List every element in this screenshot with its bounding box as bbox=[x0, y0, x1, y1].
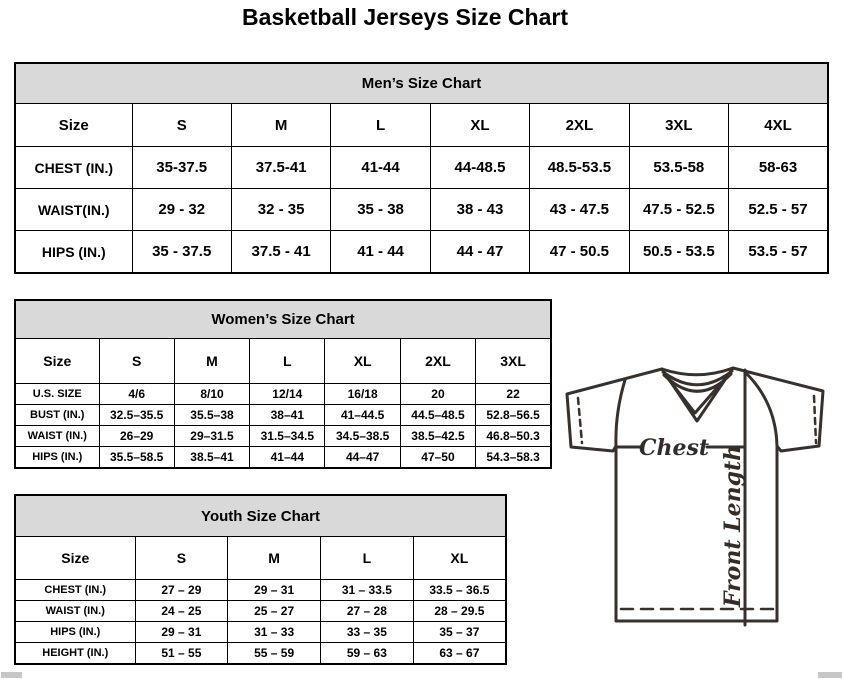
column-header: XL bbox=[325, 339, 400, 384]
column-header: 4XL bbox=[729, 104, 828, 147]
column-header: Size bbox=[15, 537, 135, 580]
size-value: 32.5–35.5 bbox=[99, 405, 174, 426]
size-value: 47–50 bbox=[400, 447, 475, 469]
size-value: 59 – 63 bbox=[321, 643, 414, 665]
jersey-measurement-diagram bbox=[555, 358, 843, 660]
table-row bbox=[15, 147, 828, 189]
size-value: 31 – 33 bbox=[228, 622, 321, 643]
size-value: 35 - 38 bbox=[331, 189, 430, 231]
size-value: 22 bbox=[476, 384, 551, 405]
size-value: 43 - 47.5 bbox=[530, 189, 629, 231]
size-value: 35 - 37.5 bbox=[132, 231, 231, 274]
row-label: HIPS (IN.) bbox=[15, 231, 132, 274]
size-value: 54.3–58.3 bbox=[476, 447, 551, 469]
size-value: 35 – 37 bbox=[413, 622, 506, 643]
size-value: 20 bbox=[400, 384, 475, 405]
size-value: 4/6 bbox=[99, 384, 174, 405]
row-label: CHEST (IN.) bbox=[15, 147, 132, 189]
column-header: XL bbox=[430, 104, 529, 147]
size-value: 38.5–42.5 bbox=[400, 426, 475, 447]
size-value: 31.5–34.5 bbox=[250, 426, 325, 447]
table-row bbox=[15, 622, 506, 643]
table-row bbox=[15, 601, 506, 622]
table-row bbox=[15, 426, 551, 447]
column-header: M bbox=[231, 104, 330, 147]
size-value: 52.8–56.5 bbox=[476, 405, 551, 426]
table-row bbox=[15, 447, 551, 469]
womens-size-chart-table bbox=[14, 299, 552, 469]
size-value: 53.5-58 bbox=[629, 147, 728, 189]
size-value: 44.5–48.5 bbox=[400, 405, 475, 426]
size-value: 26–29 bbox=[99, 426, 174, 447]
column-header: S bbox=[132, 104, 231, 147]
size-value: 44 - 47 bbox=[430, 231, 529, 274]
size-value: 53.5 - 57 bbox=[729, 231, 828, 274]
size-value: 29 – 31 bbox=[135, 622, 228, 643]
size-value: 37.5-41 bbox=[231, 147, 330, 189]
size-value: 44–47 bbox=[325, 447, 400, 469]
scrollbar-fragment-left[interactable] bbox=[1, 672, 22, 678]
size-value: 29–31.5 bbox=[174, 426, 249, 447]
size-value: 47.5 - 52.5 bbox=[629, 189, 728, 231]
table-title: Women’s Size Chart bbox=[15, 300, 551, 339]
size-value: 27 – 29 bbox=[135, 580, 228, 601]
column-header: 3XL bbox=[629, 104, 728, 147]
size-value: 8/10 bbox=[174, 384, 249, 405]
column-header: S bbox=[99, 339, 174, 384]
youth-size-chart-table bbox=[14, 494, 507, 665]
size-value: 38–41 bbox=[250, 405, 325, 426]
size-value: 27 – 28 bbox=[321, 601, 414, 622]
column-header: Size bbox=[15, 339, 99, 384]
table-row bbox=[15, 580, 506, 601]
table-title: Youth Size Chart bbox=[15, 495, 506, 537]
size-value: 63 – 67 bbox=[413, 643, 506, 665]
chest-label: Chest bbox=[638, 435, 710, 461]
jersey-outline bbox=[567, 368, 823, 621]
size-value: 33 – 35 bbox=[321, 622, 414, 643]
size-value: 32 - 35 bbox=[231, 189, 330, 231]
size-value: 41-44 bbox=[331, 147, 430, 189]
size-value: 29 - 32 bbox=[132, 189, 231, 231]
size-value: 38.5–41 bbox=[174, 447, 249, 469]
column-header: S bbox=[135, 537, 228, 580]
table-row bbox=[15, 643, 506, 665]
page-title: Basketball Jerseys Size Chart bbox=[241, 4, 568, 30]
size-value: 35-37.5 bbox=[132, 147, 231, 189]
size-value: 28 – 29.5 bbox=[413, 601, 506, 622]
size-value: 41–44.5 bbox=[325, 405, 400, 426]
size-value: 50.5 - 53.5 bbox=[629, 231, 728, 274]
size-value: 31 – 33.5 bbox=[321, 580, 414, 601]
size-value: 35.5–58.5 bbox=[99, 447, 174, 469]
size-value: 41 - 44 bbox=[331, 231, 430, 274]
table-row bbox=[15, 384, 551, 405]
column-header: 2XL bbox=[530, 104, 629, 147]
column-header: M bbox=[228, 537, 321, 580]
size-value: 34.5–38.5 bbox=[325, 426, 400, 447]
size-value: 46.8–50.3 bbox=[476, 426, 551, 447]
column-header: XL bbox=[413, 537, 506, 580]
size-value: 16/18 bbox=[325, 384, 400, 405]
column-header: M bbox=[174, 339, 249, 384]
column-header: L bbox=[250, 339, 325, 384]
table-title: Men’s Size Chart bbox=[15, 63, 828, 104]
size-value: 12/14 bbox=[250, 384, 325, 405]
row-label: HEIGHT (IN.) bbox=[15, 643, 135, 665]
size-value: 33.5 – 36.5 bbox=[413, 580, 506, 601]
row-label: HIPS (IN.) bbox=[15, 622, 135, 643]
scrollbar-fragment-right[interactable] bbox=[818, 672, 842, 678]
size-value: 58-63 bbox=[729, 147, 828, 189]
size-value: 47 - 50.5 bbox=[530, 231, 629, 274]
size-value: 24 – 25 bbox=[135, 601, 228, 622]
column-header: L bbox=[321, 537, 414, 580]
table-row bbox=[15, 405, 551, 426]
size-value: 51 – 55 bbox=[135, 643, 228, 665]
column-header: Size bbox=[15, 104, 132, 147]
jersey-diagram-svg bbox=[555, 358, 843, 660]
size-value: 41–44 bbox=[250, 447, 325, 469]
column-header: 2XL bbox=[400, 339, 475, 384]
column-header: 3XL bbox=[476, 339, 551, 384]
row-label: U.S. SIZE bbox=[15, 384, 99, 405]
size-value: 29 – 31 bbox=[228, 580, 321, 601]
row-label: BUST (IN.) bbox=[15, 405, 99, 426]
row-label: CHEST (IN.) bbox=[15, 580, 135, 601]
size-value: 48.5-53.5 bbox=[530, 147, 629, 189]
mens-size-chart-table bbox=[14, 62, 829, 274]
size-value: 44-48.5 bbox=[430, 147, 529, 189]
size-value: 55 – 59 bbox=[228, 643, 321, 665]
column-header: L bbox=[331, 104, 430, 147]
row-label: HIPS (IN.) bbox=[15, 447, 99, 469]
row-label: WAIST(IN.) bbox=[15, 189, 132, 231]
table-row bbox=[15, 231, 828, 274]
table-row bbox=[15, 189, 828, 231]
front-length-label: Front Length bbox=[720, 444, 746, 608]
size-value: 38 - 43 bbox=[430, 189, 529, 231]
size-value: 35.5–38 bbox=[174, 405, 249, 426]
size-value: 52.5 - 57 bbox=[729, 189, 828, 231]
size-value: 25 – 27 bbox=[228, 601, 321, 622]
row-label: WAIST (IN.) bbox=[15, 601, 135, 622]
size-value: 37.5 - 41 bbox=[231, 231, 330, 274]
row-label: WAIST (IN.) bbox=[15, 426, 99, 447]
